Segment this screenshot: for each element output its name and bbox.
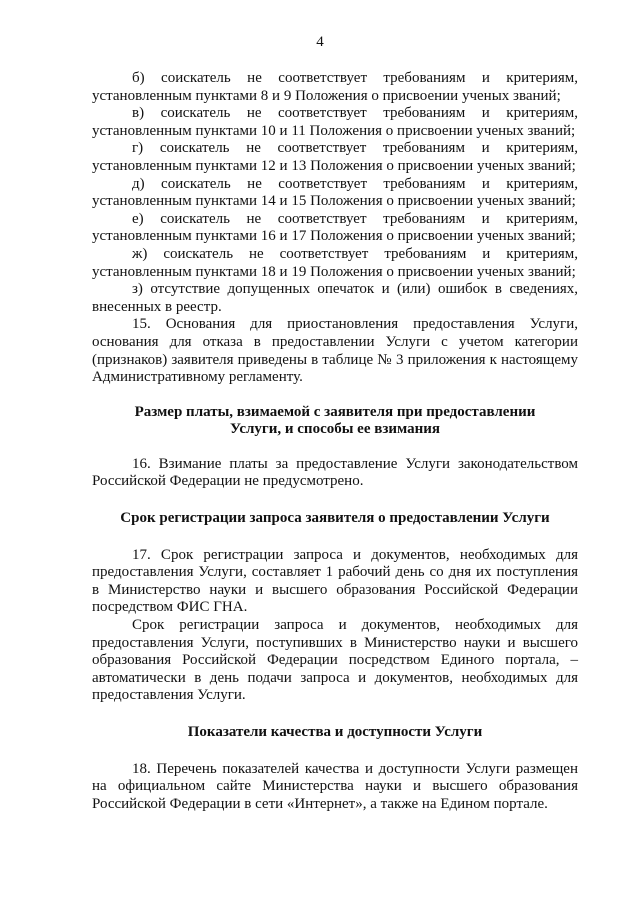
section-heading-registration: Срок регистрации запроса заявителя о предоставлении Услуги: [120, 510, 550, 527]
page-number: 4: [316, 34, 324, 50]
paragraph-18: 18. Перечень показателей качества и доступности Услуги размещен на официальном сайте Министерства науки и высшего образования Российской Федерации в сети «Интернет», а также на Едином портале.: [92, 760, 578, 812]
paragraph-17-portal: Срок регистрации запроса и документов, необходимых для предоставления Услуги, поступивших в Министерство науки и высшего образования Российской Федерации посредством Единого портала, – автоматически в день подачи запроса и документов, необходимых для предоставления Услуги.: [92, 617, 578, 704]
list-item-v: в) соискатель не соответствует требованиям и критериям, установленным пунктами 10 и 11 Положения о присвоении ученых званий;: [92, 105, 578, 139]
paragraph-17: 17. Срок регистрации запроса и документов, необходимых для предоставления Услуги, составляет 1 рабочий день со дня их поступления в Министерство науки и высшего образования Российской Федерации посредством ФИС ГНА.: [92, 546, 578, 616]
paragraph-15: 15. Основания для приостановления предоставления Услуги, основания для отказа в предоставлении Услуги с учетом категории (признаков) заявителя приведены в таблице № 3 приложения к настоящему Административному регламенту.: [92, 316, 578, 386]
list-item-d: д) соискатель не соответствует требованиям и критериям, установленным пунктами 14 и 15 Положения о присвоении ученых званий;: [92, 175, 578, 210]
document-body: [92, 70, 578, 813]
section-heading-fee-line1: Размер платы, взимаемой с заявителя при предоставлении: [134, 403, 536, 420]
list-item-b: б) соискатель не соответствует требованиям и критериям, установленным пунктами 8 и 9 Положения о присвоении ученых званий;: [92, 70, 578, 104]
section-heading-fee-line2: Услуги, и способы ее взимания: [229, 421, 441, 438]
section-heading-fee: [92, 404, 578, 439]
section-heading-quality: Показатели качества и доступности Услуги: [187, 724, 483, 740]
list-item-zh: ж) соискатель не соответствует требованиям и критериям, установленным пунктами 18 и 19 Положения о присвоении ученых званий;: [92, 245, 578, 280]
list-item-z: з) отсутствие допущенных опечаток и (или) ошибок в сведениях, внесенных в реестр.: [92, 281, 578, 315]
list-item-e: е) соискатель не соответствует требованиям и критериям, установленным пунктами 16 и 17 Положения о присвоении ученых званий;: [92, 210, 578, 245]
paragraph-16: 16. Взимание платы за предоставление Услуги законодательством Российской Федерации не предусмотрено.: [92, 455, 578, 490]
list-item-g: г) соискатель не соответствует требованиям и критериям, установленным пунктами 12 и 13 Положения о присвоении ученых званий;: [92, 140, 578, 174]
